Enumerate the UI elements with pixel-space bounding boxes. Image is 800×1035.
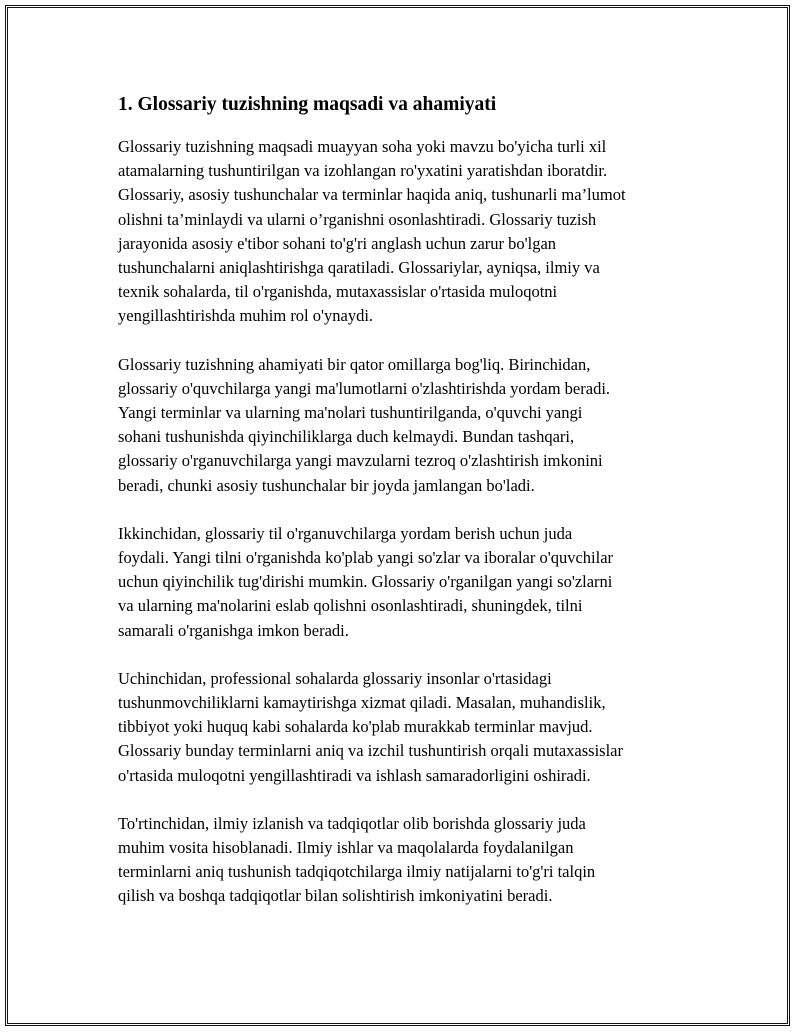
paragraph-2-importance: Glossariy tuzishning ahamiyati bir qator omillarga bog'liq. Birinchidan, glossariy o'quvchilarga yangi ma'lumotlarni o'zlashtirishda yordam beradi. Yangi terminlar va ularning ma'nolari tushuntirilganda, o'quvchi yangi sohani tushunishda qiyinchiliklarga duch kelmaydi. Bundan tashqari, glossariy o'rganuvchilarga yangi mavzularni tezroq o'zlashtirish imkonini beradi, chunki asosiy tushunchalar bir joyda jamlangan bo'ladi. <box>118 354 611 495</box>
paragraph-4-professional-fields: Uchinchidan, professional sohalarda glossariy insonlar o'rtasidagi tushunmovchiliklarni kamaytirishga xizmat qiladi. Masalan, muhandislik, tibbiyot yoki huquq kabi sohalarda ko'plab murakkab terminlar mavjud. Glossariy bunday terminlarni aniq va izchil tushuntirish orqali mutaxassislar o'rtasida muloqotni yengillashtiradi va ishlash samaradorligini oshiradi. <box>118 668 623 785</box>
document-body <box>118 92 698 933</box>
paragraph-1-purpose: Glossariy tuzishning maqsadi muayyan soha yoki mavzu bo'yicha turli xil atamalarning tushuntirilgan va izohlangan ro'yxatini yaratishdan iboratdir. Glossariy, asosiy tushunchalar va terminlar haqida aniq, tushunarli ma’lumot olishni ta’minlaydi va ularni o’rganishni osonlashtiradi. Glossariy tuzish jarayonida asosiy e'tibor sohani to'g'ri anglash uchun zarur bo'lgan tushunchalarni aniqlashtirishga qaratiladi. Glossariylar, ayniqsa, ilmiy va texnik sohalarda, til o'rganishda, mutaxassislar o'rtasida muloqotni yengillashtirishda muhim rol o'ynaydi. <box>118 137 626 326</box>
paragraph-3-language-learning: Ikkinchidan, glossariy til o'rganuvchilarga yordam berish uchun juda foydali. Yangi tilni o'rganishda ko'plab yangi so'zlar va iboralar o'quvchilar uchun qiyinchilik tug'dirishi mumkin. Glossariy o'rganilgan yangi so'zlarni va ularning ma'nolarini eslab qolishni osonlashtiradi, shuningdek, tilni samarali o'rganishga imkon beradi. <box>118 523 614 640</box>
paragraph-5-research: To'rtinchidan, ilmiy izlanish va tadqiqotlar olib borishda glossariy juda muhim vosita hisoblanadi. Ilmiy ishlar va maqolalarda foydalanilgan terminlarni aniq tushunish tadqiqotchilarga ilmiy natijalarni to'g'ri talqin qilish va boshqa tadqiqotlar bilan solishtirish imkoniyatini beradi. <box>118 813 596 906</box>
section-heading: 1. Glossariy tuzishning maqsadi va ahamiyati <box>118 94 497 115</box>
